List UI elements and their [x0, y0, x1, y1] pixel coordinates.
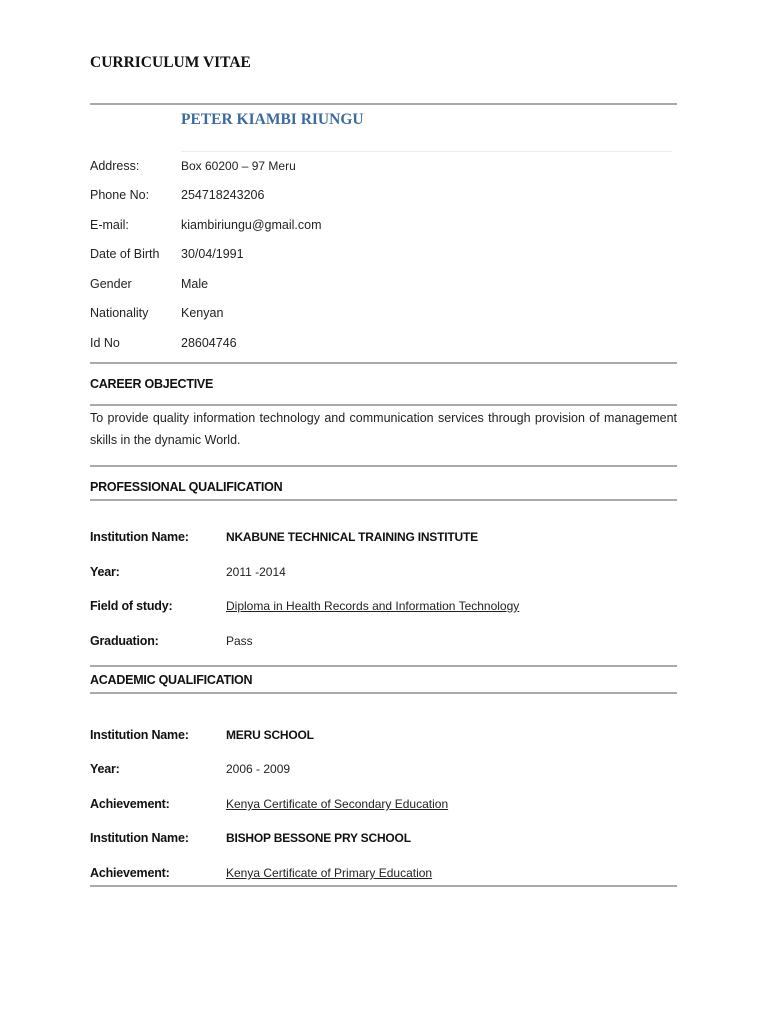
- institution-name-label: Institution Name:: [90, 831, 189, 845]
- institution-name-value: MERU SCHOOL: [226, 728, 314, 742]
- address-value: Box 60200 – 97 Meru: [181, 159, 296, 173]
- achievement-label: Achievement:: [90, 866, 170, 880]
- achievement-label: Achievement:: [90, 797, 170, 811]
- year-label: Year:: [90, 762, 120, 776]
- year-label: Year:: [90, 565, 120, 579]
- nationality-label: Nationality: [90, 306, 149, 320]
- graduation-label: Graduation:: [90, 634, 159, 648]
- nationality-value: Kenyan: [181, 306, 224, 320]
- career-objective-text: To provide quality information technology and communication services through provision of management skills in the dynamic World.: [90, 411, 677, 447]
- section-divider: [90, 692, 677, 694]
- document-title: CURRICULUM VITAE: [90, 54, 251, 71]
- field-of-study-label: Field of study:: [90, 599, 173, 613]
- section-divider: [90, 885, 677, 887]
- section-divider: [90, 465, 677, 467]
- name-underline-divider: [181, 151, 672, 152]
- academic-qualification-heading: ACADEMIC QUALIFICATION: [90, 673, 253, 687]
- graduation-value: Pass: [226, 634, 253, 648]
- id-number-label: Id No: [90, 336, 120, 350]
- institution-name-label: Institution Name:: [90, 530, 189, 544]
- phone-label: Phone No:: [90, 188, 150, 202]
- year-value: 2006 - 2009: [226, 762, 291, 776]
- achievement-value: Kenya Certificate of Primary Education: [226, 866, 433, 880]
- institution-name-label: Institution Name:: [90, 728, 189, 742]
- gender-value: Male: [181, 277, 209, 291]
- section-divider: [90, 362, 677, 364]
- section-divider: [90, 404, 677, 406]
- professional-qualification-heading: PROFESSIONAL QUALIFICATION: [90, 480, 283, 494]
- year-value: 2011 -2014: [226, 565, 286, 579]
- date-of-birth-label: Date of Birth: [90, 247, 160, 261]
- candidate-name: PETER KIAMBI RIUNGU: [181, 111, 364, 128]
- section-divider: [90, 665, 677, 667]
- phone-value: 254718243206: [181, 188, 265, 202]
- id-number-value: 28604746: [181, 336, 237, 350]
- institution-name-value: BISHOP BESSONE PRY SCHOOL: [226, 831, 411, 845]
- address-label: Address:: [90, 159, 140, 173]
- field-of-study-value: Diploma in Health Records and Information Technology: [226, 599, 520, 613]
- email-label: E-mail:: [90, 218, 129, 232]
- date-of-birth-value: 30/04/1991: [181, 247, 244, 261]
- email-value: kiambiriungu@gmail.com: [181, 218, 322, 232]
- section-divider: [90, 499, 677, 501]
- career-objective-heading: CAREER OBJECTIVE: [90, 377, 214, 391]
- header-divider: [90, 103, 677, 105]
- gender-label: Gender: [90, 277, 132, 291]
- achievement-value: Kenya Certificate of Secondary Education: [226, 797, 449, 811]
- institution-name-value: NKABUNE TECHNICAL TRAINING INSTITUTE: [226, 530, 478, 544]
